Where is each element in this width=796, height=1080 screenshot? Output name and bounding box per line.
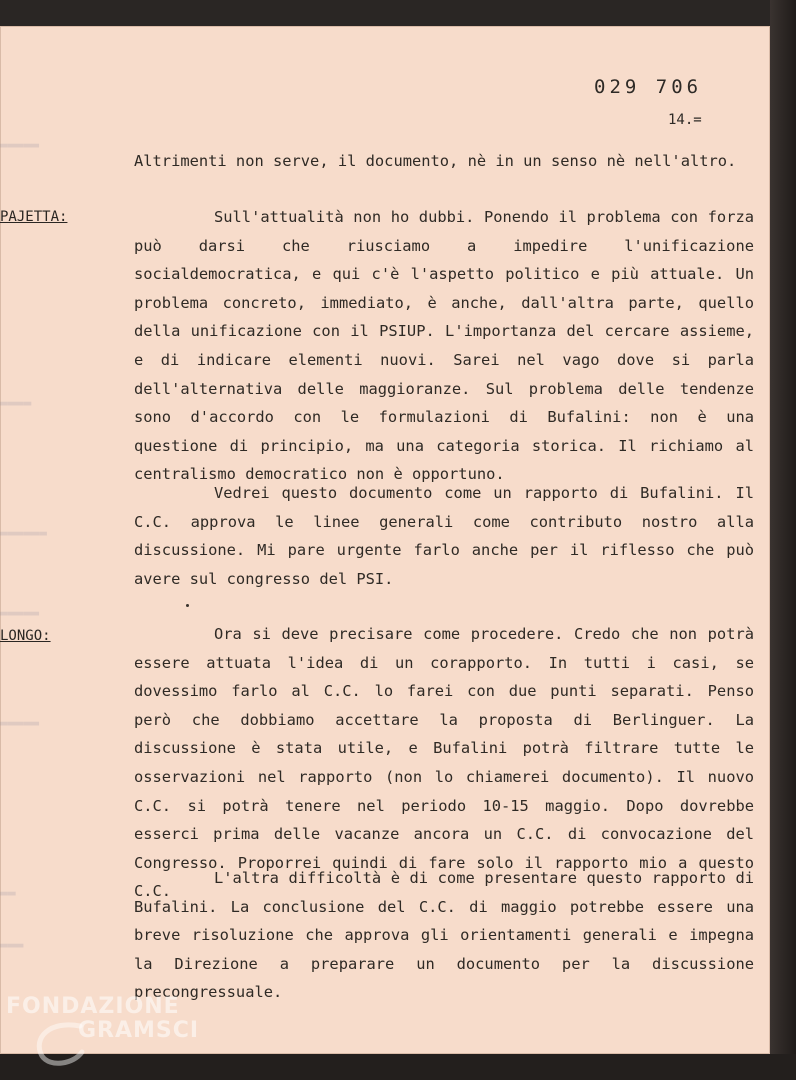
speaker-label-pajetta: PAJETTA: (0, 209, 68, 225)
bleed-through-mark: ▬▬▬ (0, 938, 24, 953)
bleed-through-mark: ▬▬▬▬ (0, 396, 32, 411)
speaker-label-longo: LONGO: (0, 628, 51, 644)
bleed-through-mark: ▬▬▬▬▬ (0, 716, 40, 731)
paragraph-longo-2: L'altra difficoltà è di come presentare questo rapporto di Bufalini. La conclusione del C.C. di maggio potrebbe essere una breve risoluzione che approva gli orientamenti generali e impegna la Direzione a preparare un documento per la discussione precongressuale. (134, 869, 754, 1002)
bleed-through-mark: ▬▬▬▬▬ (0, 606, 40, 621)
bleed-through-mark: ▬▬ (0, 886, 16, 901)
scan-right-border (770, 0, 796, 1080)
scan-top-border (0, 0, 796, 26)
document-page (0, 26, 770, 1054)
paragraph-longo-1: Ora si deve precisare come procedere. Credo che non potrà essere attuata l'idea di un corapporto. In tutti i casi, se dovessimo farlo al C.C. lo farei con due punti separati. Penso però che dobbiamo accettare la proposta di Berlinguer. La discussione è stata utile, e Bufalini potrà filtrare tutte le osservazioni nel rapporto (non lo chiamerei documento). Il nuovo C.C. si potrà tenere nel periodo 10-15 maggio. Dopo dovrebbe esserci prima delle vacanze ancora un C.C. di convocazione del Congresso. Proporrei quindi di fare solo il rapporto mio a questo C.C. (134, 625, 754, 901)
bleed-through-mark: ▬▬▬▬▬▬ (0, 526, 47, 541)
paragraph-pajetta-1: Sull'attualità non ho dubbi. Ponendo il problema con forza può darsi che riusciamo a impedire l'unificazione socialdemocratica, e qui c'è l'aspetto politico e più attuale. Un problema concreto, immediato, è anche, dall'altra parte, quello della unificazione con il PSIUP. L'importanza del cercare assieme, e di indicare elementi nuovi. Sarei nel vago dove si parla dell'alternativa delle maggioranze. Sul problema delle tendenze sono d'accordo con le formulazioni di Bufalini: non è una questione di principio, ma una categoria storica. Il richiamo al centralismo democratico non è opportuno. (134, 208, 754, 484)
watermark-line-1: FONDAZIONE (6, 994, 180, 1019)
paragraph-pajetta-2: Vedrei questo documento come un rapporto di Bufalini. Il C.C. approva le linee generali come contributo nostro alla discussione. Mi pare urgente farlo anche per il riflesso che può avere sul congresso del PSI. (134, 484, 754, 588)
scan-bottom-border (0, 1054, 796, 1080)
sheet-number: 14.= (668, 112, 702, 128)
paragraph-intro: Altrimenti non serve, il documento, nè in un senso nè nell'altro. (134, 152, 737, 170)
bleed-through-mark: ▬▬▬▬▬ (0, 138, 40, 153)
ink-dot (186, 604, 189, 607)
watermark-line-2: GRAMSCI (78, 1018, 200, 1043)
archive-page-number: 029 706 (594, 76, 703, 98)
watermark-swirl-icon (30, 1018, 90, 1068)
